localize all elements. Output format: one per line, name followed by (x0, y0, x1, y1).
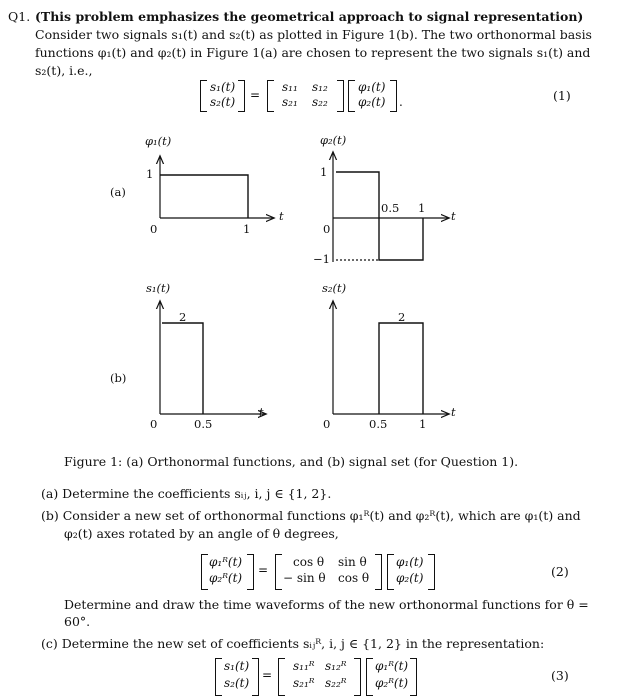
eq1-lhs-2: s₂(t) (210, 95, 236, 109)
intro-line-1: Consider two signals s₁(t) and s₂(t) as plotted in Figure 1(b). The two orthonormal basis (35, 27, 592, 42)
eq3-m12: s₁₂ᴿ (325, 659, 347, 673)
s1-plot (160, 302, 265, 414)
s1-xend: 0.5 (194, 417, 213, 431)
question-title: (This problem emphasizes the geometrical approach to signal representation) (35, 9, 584, 24)
eq2-equals: = (258, 563, 269, 577)
eq3-m21: s₂₁ᴿ (293, 676, 315, 690)
part-b-line-1: (b) Consider a new set of orthonormal functions φ₁ᴿ(t) and φ₂ᴿ(t), which are φ₁(t) and (41, 508, 581, 523)
s2-xend: 1 (419, 417, 427, 431)
figure-caption: Figure 1: (a) Orthonormal functions, and (b) signal set (for Question 1). (64, 454, 519, 469)
phi2-t: t (451, 209, 456, 223)
phi1-plot (160, 157, 273, 218)
eq1-m21: s₂₁ (282, 95, 298, 109)
eq2-m12: sin θ (338, 555, 367, 569)
eq2-rhs-1: φ₁(t) (396, 555, 424, 569)
eq2-rhs-2: φ₂(t) (396, 571, 424, 585)
row-a-label: (a) (110, 185, 126, 199)
s1-ylabel: s₁(t) (146, 281, 171, 295)
s2-origin: 0 (323, 417, 331, 431)
eq3-m11: s₁₁ᴿ (293, 659, 315, 673)
part-a: (a) Determine the coefficients sᵢⱼ, i, j ∈ {1, 2}. (41, 486, 332, 501)
phi2-xend: 1 (418, 201, 426, 215)
eq1-rhs-1: φ₁(t) (358, 80, 386, 94)
part-b-after-1: Determine and draw the time waveforms of the new orthonormal functions for θ = (64, 597, 589, 612)
phi1-origin: 0 (150, 222, 158, 236)
eq3-number: (3) (551, 668, 569, 683)
question-number: Q1. (8, 9, 31, 24)
eq1-m22: s₂₂ (312, 95, 328, 109)
eq2-m22: cos θ (338, 571, 370, 585)
phi2-xmid: 0.5 (381, 201, 400, 215)
eq1-m11: s₁₁ (282, 80, 298, 94)
phi1-ylabel: φ₁(t) (145, 134, 172, 148)
eq2-m21: − sin θ (283, 571, 326, 585)
eq1-number: (1) (553, 88, 571, 103)
s2-plot (333, 302, 448, 414)
row-b-label: (b) (110, 371, 127, 385)
eq1-rhs-2: φ₂(t) (358, 95, 386, 109)
eq1-m12: s₁₂ (312, 80, 328, 94)
eq3-equals: = (262, 668, 273, 682)
intro-line-3: s₂(t), i.e., (35, 63, 93, 78)
part-c: (c) Determine the new set of coefficients sᵢⱼᴿ, i, j ∈ {1, 2} in the representation: (41, 636, 545, 651)
phi2-ylabel: φ₂(t) (320, 133, 347, 147)
phi2-ytick-pos: 1 (320, 165, 328, 179)
eq2-m11: cos θ (293, 555, 325, 569)
eq1-lhs-1: s₁(t) (210, 80, 236, 94)
eq2-lhs-2: φ₂ᴿ(t) (209, 571, 243, 585)
s1-amp: 2 (179, 310, 187, 324)
eq1-equals: = (250, 88, 261, 102)
eq3-lhs-2: s₂(t) (224, 676, 250, 690)
phi1-xend: 1 (243, 222, 251, 236)
eq3-lhs-1: s₁(t) (224, 659, 250, 673)
phi2-origin: 0 (323, 222, 331, 236)
phi1-t: t (279, 209, 284, 223)
phi2-ytick-neg: −1 (313, 252, 330, 266)
s2-t: t (451, 405, 456, 419)
phi1-ytick: 1 (146, 167, 154, 181)
eq3-m22: s₂₂ᴿ (325, 676, 347, 690)
intro-line-2: functions φ₁(t) and φ₂(t) in Figure 1(a) are chosen to represent the two signals s₁(t) and (35, 45, 591, 60)
s2-xstart: 0.5 (369, 417, 388, 431)
s1-t: t (259, 405, 264, 419)
eq2-lhs-1: φ₁ᴿ(t) (209, 555, 243, 569)
part-b-line-2: φ₂(t) axes rotated by an angle of θ degrees, (64, 526, 339, 541)
s2-amp: 2 (398, 310, 406, 324)
s2-ylabel: s₂(t) (322, 281, 347, 295)
eq3-rhs-1: φ₁ᴿ(t) (375, 659, 409, 673)
s1-origin: 0 (150, 417, 158, 431)
eq3-rhs-2: φ₂ᴿ(t) (375, 676, 409, 690)
part-b-after-2: 60°. (64, 614, 91, 629)
eq2-number: (2) (551, 564, 569, 579)
